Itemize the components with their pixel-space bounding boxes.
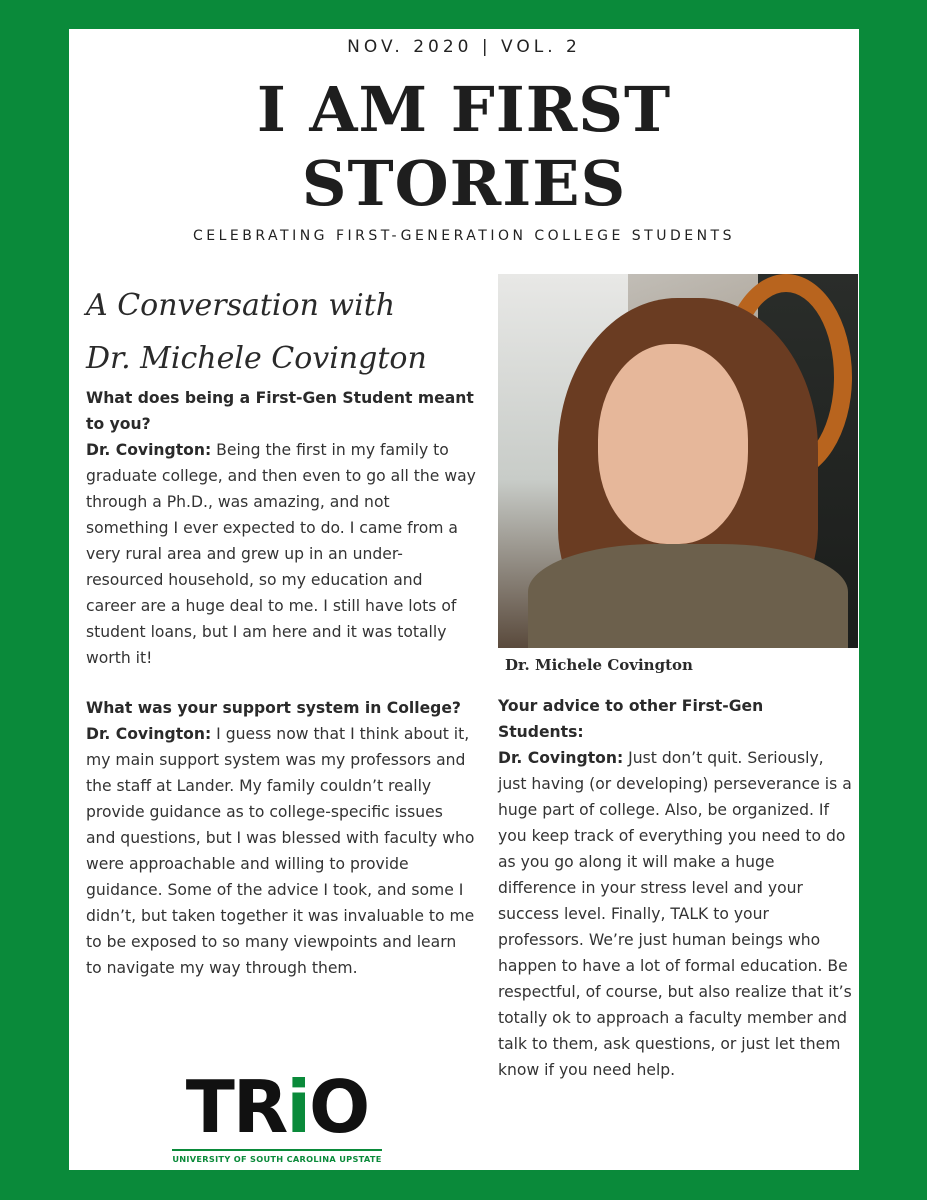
logo-o: O — [309, 1065, 369, 1149]
article-heading-line-2: Dr. Michele Covington — [86, 341, 427, 376]
logo-subtext: UNIVERSITY OF SOUTH CAROLINA UPSTATE — [172, 1154, 382, 1164]
logo-i: i — [286, 1065, 310, 1149]
issue-date: NOV. 2020 | VOL. 2 — [347, 37, 581, 57]
question-3: Your advice to other First-Gen Students: — [498, 697, 764, 741]
title-line-2: STORIES — [301, 147, 627, 220]
answer-2-speaker: Dr. Covington: — [86, 725, 212, 743]
qa-block-1 — [86, 385, 476, 671]
question-2: What was your support system in College? — [86, 699, 461, 717]
answer-1 — [86, 437, 476, 671]
answer-1-text: Being the first in my family to graduate college, and then even to go all the way through a Ph.D., was amazing, and not something I ever expected to do. I came from a very rural area and grew up in an under-resourced household, so my education and career are a huge deal to me. I still have lots of student loans, but I am here and it was totally worth it! — [86, 441, 476, 667]
newsletter-page — [69, 29, 859, 1170]
logo-divider — [172, 1149, 382, 1151]
answer-3-speaker: Dr. Covington: — [498, 749, 624, 767]
article-heading — [86, 279, 486, 385]
trio-logo-wordmark — [172, 1067, 382, 1147]
portrait-photo — [498, 274, 858, 648]
newsletter-subtitle: CELEBRATING FIRST-GENERATION COLLEGE STUDENTS — [193, 228, 735, 244]
answer-3 — [498, 745, 853, 1083]
qa-block-3 — [498, 693, 853, 1083]
article-heading-line-1: A Conversation with — [86, 288, 396, 323]
answer-2 — [86, 721, 476, 981]
question-1: What does being a First-Gen Student meant to you? — [86, 389, 474, 433]
trio-logo — [172, 1067, 382, 1164]
title-line-1: I AM FIRST — [256, 73, 672, 146]
qa-block-2 — [86, 695, 476, 981]
answer-1-speaker: Dr. Covington: — [86, 441, 212, 459]
photo-face — [598, 344, 748, 544]
logo-tr: TR — [185, 1065, 287, 1149]
answer-3-text: Just don’t quit. Seriously, just having (or developing) perseverance is a huge part of college. Also, be organized. If you keep track of everything you need to do as you go along it will make a huge difference in your stress level and your success level. Finally, TALK to your professors. We’re just human beings who happen to have a lot of formal education. Be respectful, of course, but also realize that it’s totally ok to approach a faculty member and talk to them, ask questions, or just let them know if you need help. — [498, 749, 852, 1079]
photo-caption: Dr. Michele Covington — [505, 656, 693, 674]
photo-sweater — [528, 544, 848, 648]
answer-2-text: I guess now that I think about it, my main support system was my professors and the staff at Lander. My family couldn’t really provide guidance as to college-specific issues and questions, but I was blessed with faculty who were approachable and willing to provide guidance. Some of the advice I took, and some I didn’t, but taken together it was invaluable to me to be exposed to so many viewpoints and learn to navigate my way through them. — [86, 725, 475, 977]
newsletter-title — [69, 73, 859, 221]
